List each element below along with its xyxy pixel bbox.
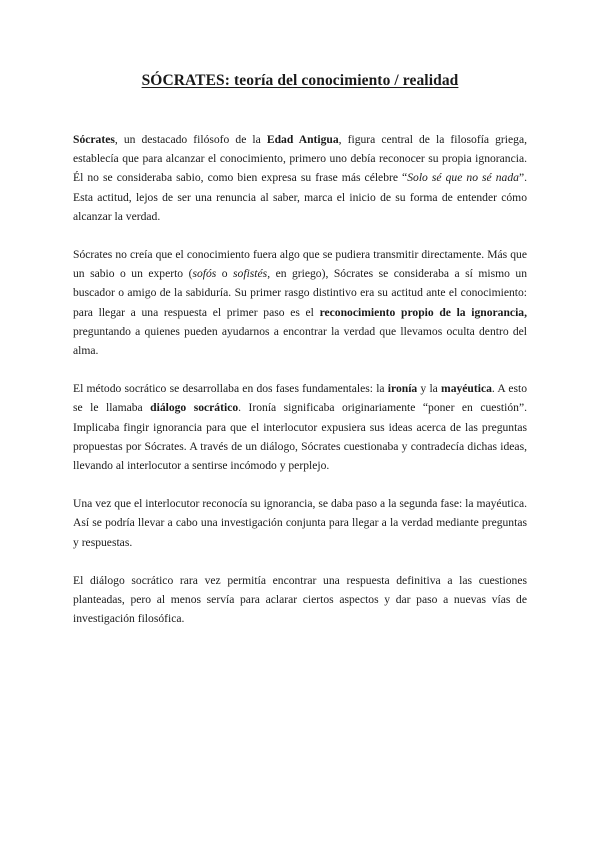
bold-text: mayéutica	[441, 382, 492, 396]
bold-text: diálogo socrático	[150, 401, 239, 415]
bold-text: Sócrates	[73, 133, 115, 146]
document-body	[73, 130, 527, 647]
text-run: El diálogo socrático rara vez permitía encontrar una respuesta definitiva a las cuestiones planteadas, pero al menos servía para aclarar ciertos aspectos y dar paso a nuevas vías de investigación filosófica.	[73, 573, 527, 626]
italic-text: Solo sé que no sé nada	[407, 171, 519, 185]
bold-text: Edad Antigua	[266, 133, 339, 146]
italic-text: sofistés	[233, 267, 268, 281]
paragraph	[73, 245, 527, 360]
text-run: El método socrático se desarrollaba en dos fases fundamentales: la	[73, 382, 388, 396]
text-run: y la	[417, 382, 442, 396]
text-run: o	[216, 267, 234, 281]
text-run: , un destacado filósofo de la	[114, 133, 267, 146]
paragraph	[73, 571, 527, 629]
text-run: , figura central de la filosofía griega, establecía que para alcanzar el conocimiento, primero uno debía reconocer su propia ignorancia. Él no se consideraba sabio, como bien expresa su frase más célebre “	[73, 133, 527, 185]
text-run: . Ironía significaba originariamente “poner en cuestión”. Implicaba fingir ignorancia para que el interlocutor expusiera sus ideas acerca de las preguntas propuestas por Sócrates. A través de un diálogo, Sócrates cuestionaba y contradecía dichas ideas, llevando al interlocutor a sentirse incómodo y perplejo.	[73, 401, 527, 473]
paragraph	[73, 494, 527, 552]
text-run: . A esto se le llamaba	[73, 382, 528, 415]
text-run: preguntando a quienes pueden ayudarnos a encontrar la verdad que llevamos oculta dentro del alma.	[73, 324, 527, 358]
text-run: , en griego), Sócrates se consideraba a sí mismo un buscador o amigo de la sabiduría. Su primer rasgo distintivo era su actitud ante el conocimiento: para llegar a una respuesta el primer paso es el	[73, 267, 528, 319]
paragraph	[73, 130, 527, 226]
paragraph	[73, 379, 527, 475]
page-title: SÓCRATES: teoría del conocimiento / realidad	[141, 72, 459, 89]
text-run: Sócrates no creía que el conocimiento fuera algo que se pudiera transmitir directamente. Más que un sabio o un experto (	[73, 248, 527, 281]
italic-text: sofós	[192, 267, 217, 281]
text-run: ”. Esta actitud, lejos de ser una renuncia al saber, marca el inicio de su forma de entender cómo alcanzar la verdad.	[73, 171, 527, 223]
text-run: Una vez que el interlocutor reconocía su ignorancia, se daba paso a la segunda fase: la mayéutica. Así se podría llevar a cabo una investigación conjunta para llegar a la verdad mediante preguntas y respuestas.	[73, 497, 527, 549]
bold-text: ironía	[387, 382, 418, 396]
bold-text: reconocimiento propio de la ignorancia,	[319, 305, 527, 319]
